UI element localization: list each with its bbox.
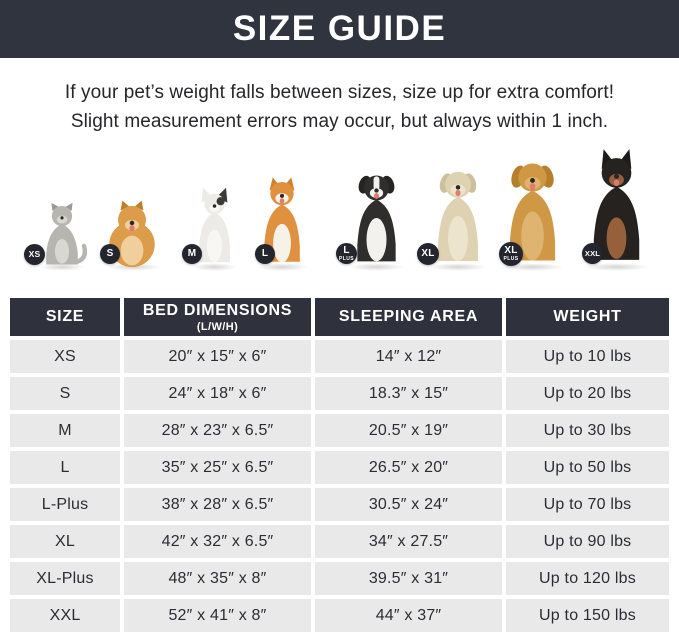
size-cell: XL-Plus (10, 562, 120, 595)
page-title: SIZE GUIDE (232, 9, 447, 48)
weight-cell: Up to 120 lbs (506, 562, 669, 595)
col-header-label: SLEEPING AREA (338, 308, 479, 325)
subtitle-line-1: If your pet’s weight falls between sizes, size up for extra comfort! (64, 82, 615, 103)
col-header-sleeping-area (315, 298, 502, 336)
weight-cell: Up to 10 lbs (506, 340, 669, 373)
badge-label: XS (28, 249, 41, 260)
badge-label: L (343, 244, 350, 256)
weight-cell: Up to 30 lbs (506, 414, 669, 447)
size-cell: S (10, 377, 120, 410)
size-cell: XXL (10, 599, 120, 632)
bed-dimensions-cell: 20″ x 15″ x 6″ (124, 340, 311, 373)
bed-dimensions-cell: 24″ x 18″ x 6″ (124, 377, 311, 410)
col-header-size (10, 298, 120, 336)
weight-cell: Up to 20 lbs (506, 377, 669, 410)
size-cell: XL (10, 525, 120, 558)
weight-cell: Up to 50 lbs (506, 451, 669, 484)
weight-cell: Up to 150 lbs (506, 599, 669, 632)
sleeping-area-cell: 26.5″ x 20″ (315, 451, 502, 484)
size-cell: XS (10, 340, 120, 373)
size-badge-l (255, 244, 275, 264)
col-header-bed-dimensions (124, 298, 311, 336)
bed-dimensions-cell: 35″ x 25″ x 6.5″ (124, 451, 311, 484)
animal-size-row (0, 145, 679, 285)
badge-label: XL (421, 248, 435, 259)
col-header-label: BED DIMENSIONS (142, 301, 293, 319)
bed-dimensions-cell: 42″ x 32″ x 6.5″ (124, 525, 311, 558)
badge-label: XXL (584, 248, 601, 258)
size-badge-m (182, 244, 202, 264)
subtitle (0, 78, 679, 136)
bed-dimensions-cell: 48″ x 35″ x 8″ (124, 562, 311, 595)
badge-label: XL (504, 245, 518, 256)
col-header-weight (506, 298, 669, 336)
badge-label: S (106, 248, 114, 259)
size-badge-xs (24, 244, 45, 265)
sleeping-area-cell: 39.5″ x 31″ (315, 562, 502, 595)
badge-sublabel: PLUS (339, 255, 354, 262)
size-badge-s (100, 244, 120, 264)
size-cell: M (10, 414, 120, 447)
weight-cell: Up to 90 lbs (506, 525, 669, 558)
bed-dimensions-cell: 38″ x 28″ x 6.5″ (124, 488, 311, 521)
col-header-label: WEIGHT (553, 308, 622, 325)
size-badge-xl (417, 243, 439, 265)
size-badge-xl-plus (499, 242, 523, 266)
sleeping-area-cell: 30.5″ x 24″ (315, 488, 502, 521)
weight-cell: Up to 70 lbs (506, 488, 669, 521)
size-badge-xxl (582, 243, 603, 264)
sleeping-area-cell: 20.5″ x 19″ (315, 414, 502, 447)
size-cell: L-Plus (10, 488, 120, 521)
badge-label: M (187, 248, 197, 259)
badge-sublabel: PLUS (503, 256, 519, 262)
bed-dimensions-cell: 28″ x 23″ x 6.5″ (124, 414, 311, 447)
bed-dimensions-cell: 52″ x 41″ x 8″ (124, 599, 311, 632)
badge-label: L (261, 248, 269, 259)
sleeping-area-cell: 34″ x 27.5″ (315, 525, 502, 558)
sleeping-area-cell: 44″ x 37″ (315, 599, 502, 632)
col-header-label: SIZE (45, 308, 85, 325)
size-badge-l-plus (336, 243, 357, 264)
col-header-sublabel: (L/W/H) (196, 320, 239, 333)
title-bar (0, 0, 679, 58)
subtitle-line-2: Slight measurement errors may occur, but always within 1 inch. (70, 111, 609, 132)
size-table (10, 298, 669, 632)
sleeping-area-cell: 18.3″ x 15″ (315, 377, 502, 410)
size-cell: L (10, 451, 120, 484)
sleeping-area-cell: 14″ x 12″ (315, 340, 502, 373)
